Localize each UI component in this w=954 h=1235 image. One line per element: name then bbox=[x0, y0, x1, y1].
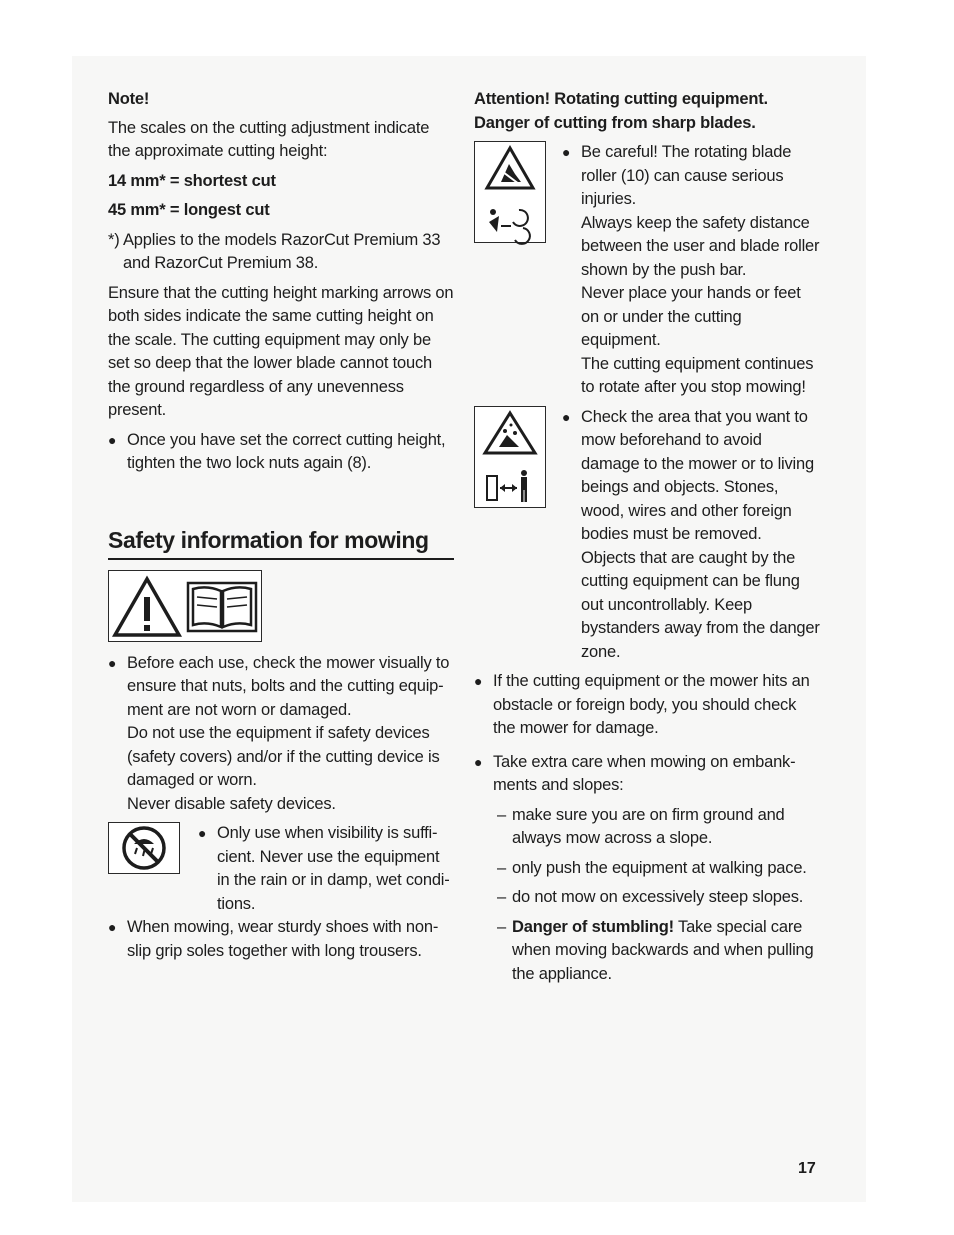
check-bullet: ● Before each use, check the mower visually to ensure that nuts, bolts and the cutting equip-ment are not worn or damaged. bbox=[108, 652, 454, 723]
no-rain-icon bbox=[120, 824, 168, 872]
slope-dash-1: – make sure you are on firm ground and always mow across a slope. bbox=[474, 804, 820, 851]
note-title: Note! bbox=[108, 90, 150, 108]
obstacle-bullet: ● If the cutting equipment or the mower hits an obstacle or foreign body, you should check the mower for damage. bbox=[474, 670, 820, 741]
thrown-objects-warning-icon bbox=[475, 407, 545, 459]
shortest-cut: 14 mm* = shortest cut bbox=[108, 171, 276, 190]
stumbling-text: Take special care when moving backwards and when pulling the appliance. bbox=[512, 917, 814, 983]
section-title: Safety information for mowing bbox=[108, 526, 454, 560]
shoes-bullet: ● When mowing, wear sturdy shoes with non-slip grip soles together with long trousers. bbox=[108, 916, 454, 963]
left-column bbox=[108, 88, 454, 963]
distance-text: Always keep the safety distance between the user and blade roller shown by the push bar. bbox=[581, 213, 820, 279]
ensure-text: Ensure that the cutting height marking arrows on both sides indicate the same cutting height on the scale. The cutting equipment may only be set so deep that the lower blade cannot touch the ground regardless of any unevenness present. bbox=[108, 283, 454, 419]
check-continued-2: Never disable safety devices. bbox=[127, 794, 336, 813]
thrown-objects-icon-box bbox=[474, 406, 546, 508]
warning-triangle-icon bbox=[109, 571, 185, 640]
careful-bullet: ● Be careful! The rotating blade roller (10) can cause serious injuries. bbox=[562, 141, 820, 212]
slopes-bullet: ● Take extra care when mowing on embank-ments and slopes: bbox=[474, 751, 820, 798]
model-footnote: *) Applies to the models RazorCut Premium 33 and RazorCut Premium 38. bbox=[108, 230, 441, 272]
area-bullet: ● Check the area that you want to mow beforehand to avoid damage to the mower or to living beings and objects. Stones, wood, wires and other foreign bodies must be removed. Objects that are caught by the cutting equipment can be flung out uncontrollably. Keep bystanders away from the danger zone. bbox=[562, 406, 820, 665]
manual-book-icon bbox=[185, 571, 259, 640]
page-number: 17 bbox=[798, 1160, 816, 1177]
bystander-distance-icon bbox=[475, 466, 545, 514]
slope-dash-4 bbox=[474, 916, 820, 987]
hands-text: Never place your hands or feet on or under the cutting equipment. bbox=[581, 284, 801, 349]
slope-dash-2: – only push the equipment at walking pace. bbox=[474, 857, 820, 881]
blade-warning-icon-box bbox=[474, 141, 546, 243]
no-rain-icon-box bbox=[108, 822, 180, 874]
safety-icons-box bbox=[108, 570, 262, 642]
lock-nuts-bullet: ● Once you have set the correct cutting height, tighten the two lock nuts again (8). bbox=[108, 429, 454, 476]
stumbling-label: Danger of stumbling! bbox=[512, 917, 674, 936]
continues-text: The cutting equipment continues to rotate after you stop mowing! bbox=[581, 354, 814, 396]
longest-cut: 45 mm* = longest cut bbox=[108, 201, 270, 219]
slope-dash-3: – do not mow on excessively steep slopes. bbox=[474, 886, 820, 910]
right-column bbox=[474, 88, 820, 986]
check-continued-1: Do not use the equipment if safety devices (safety covers) and/or if the cutting device is damaged or worn. bbox=[127, 724, 440, 789]
attention-title: Attention! Rotating cutting equipment. Danger of cutting from sharp blades. bbox=[474, 90, 768, 132]
visibility-bullet: ● Only use when visibility is suffi-cient. Never use the equipment in the rain or in damp, wet condi-tions. bbox=[198, 822, 454, 916]
rotating-blade-warning-icon bbox=[475, 142, 545, 242]
note-text: The scales on the cutting adjustment indicate the approximate cutting height: bbox=[108, 118, 430, 160]
